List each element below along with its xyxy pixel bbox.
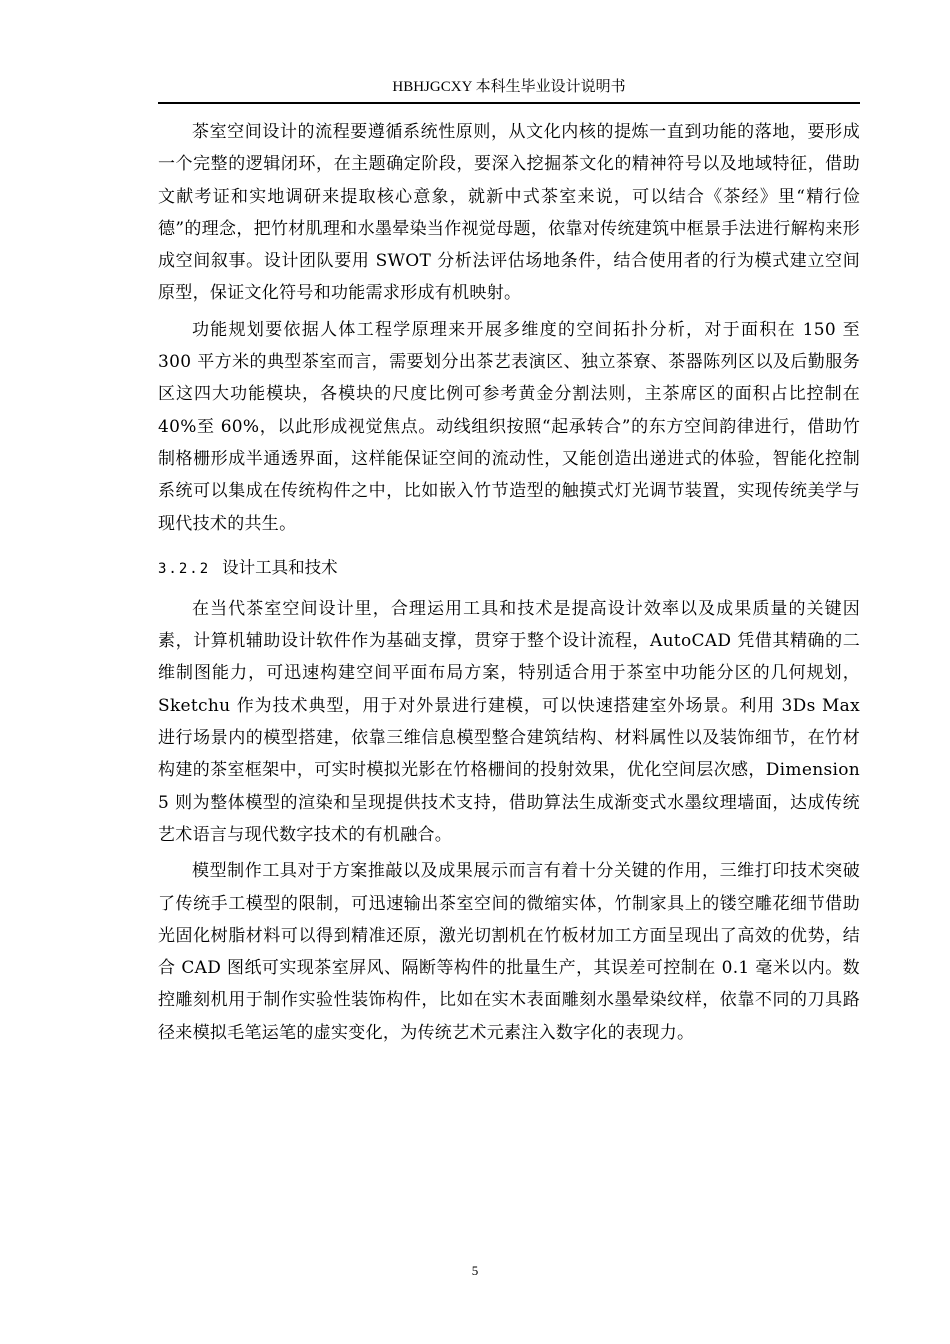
- header-title: HBHJGCXY 本科生毕业设计说明书: [392, 79, 626, 95]
- page-header: [158, 74, 860, 104]
- paragraph-design-process: 茶室空间设计的流程要遵循系统性原则，从文化内核的提炼一直到功能的落地，要形成一个完整的逻辑闭环，在主题确定阶段，要深入挖掘茶文化的精神符号以及地域特征，借助文献考证和实地调研来提取核心意象，就新中式茶室来说，可以结合《茶经》里“精行俭德”的理念，把竹材肌理和水墨晕染当作视觉母题，依靠对传统建筑中框景手法进行解构来形成空间叙事。设计团队要用 SWOT 分析法评估场地条件，结合使用者的行为模式建立空间原型，保证文化符号和功能需求形成有机映射。: [158, 122, 860, 304]
- page-number: 5: [471, 1263, 479, 1278]
- paragraph-model-tools: 模型制作工具对于方案推敲以及成果展示而言有着十分关键的作用，三维打印技术突破了传统手工模型的限制，可迅速输出茶室空间的微缩实体，竹制家具上的镂空雕花细节借助光固化树脂材料可以得到精准还原，激光切割机在竹板材加工方面呈现出了高效的优势，结合 CAD 图纸可实现茶室屏风、隔断等构件的批量生产，其误差可控制在 0.1 毫米以内。数控雕刻机用于制作实验性装饰构件，比如在实木表面雕刻水墨晕染纹样，依靠不同的刀具路径来模拟毛笔运笔的虚实变化，为传统艺术元素注入数字化的表现力。: [158, 861, 860, 1043]
- section-title: 设计工具和技术: [222, 557, 338, 577]
- page-body: [158, 116, 860, 1053]
- section-heading: [158, 554, 860, 583]
- paragraph-design-tools: 在当代茶室空间设计里，合理运用工具和技术是提高设计效率以及成果质量的关键因素，计算机辅助设计软件作为基础支撑，贯穿于整个设计流程，AutoCAD 凭借其精确的二维制图能力，可迅速构建空间平面布局方案，特别适合用于茶室中功能分区的几何规划，Sketchu 作为技术典型，用于对外景进行建模，可以快速搭建室外场景。利用 3Ds Max 进行场景内的模型搭建，依靠三维信息模型整合建筑结构、材料属性以及装饰细节，在竹材构建的茶室框架中，可实时模拟光影在竹格栅间的投射效果，优化空间层次感，Dimension 5 则为整体模型的渲染和呈现提供技术支持，借助算法生成渐变式水墨纹理墙面，达成传统艺术语言与现代数字技术的有机融合。: [158, 598, 860, 845]
- section-number: 3.2.2: [158, 560, 211, 577]
- paragraph-function-planning: 功能规划要依据人体工程学原理来开展多维度的空间拓扑分析，对于面积在 150 至 300 平方米的典型茶室而言，需要划分出茶艺表演区、独立茶寮、茶器陈列区以及后勤服务区这四大功能模块，各模块的尺度比例可参考黄金分割法则，主茶席区的面积占比控制在 40%至 60%，以此形成视觉焦点。动线组织按照“起承转合”的东方空间韵律进行，借助竹制格栅形成半通透界面，这样能保证空间的流动性，又能创造出递进式的体验，智能化控制系统可以集成在传统构件之中，比如嵌入竹节造型的触摸式灯光调节装置，实现传统美学与现代技术的共生。: [158, 319, 860, 534]
